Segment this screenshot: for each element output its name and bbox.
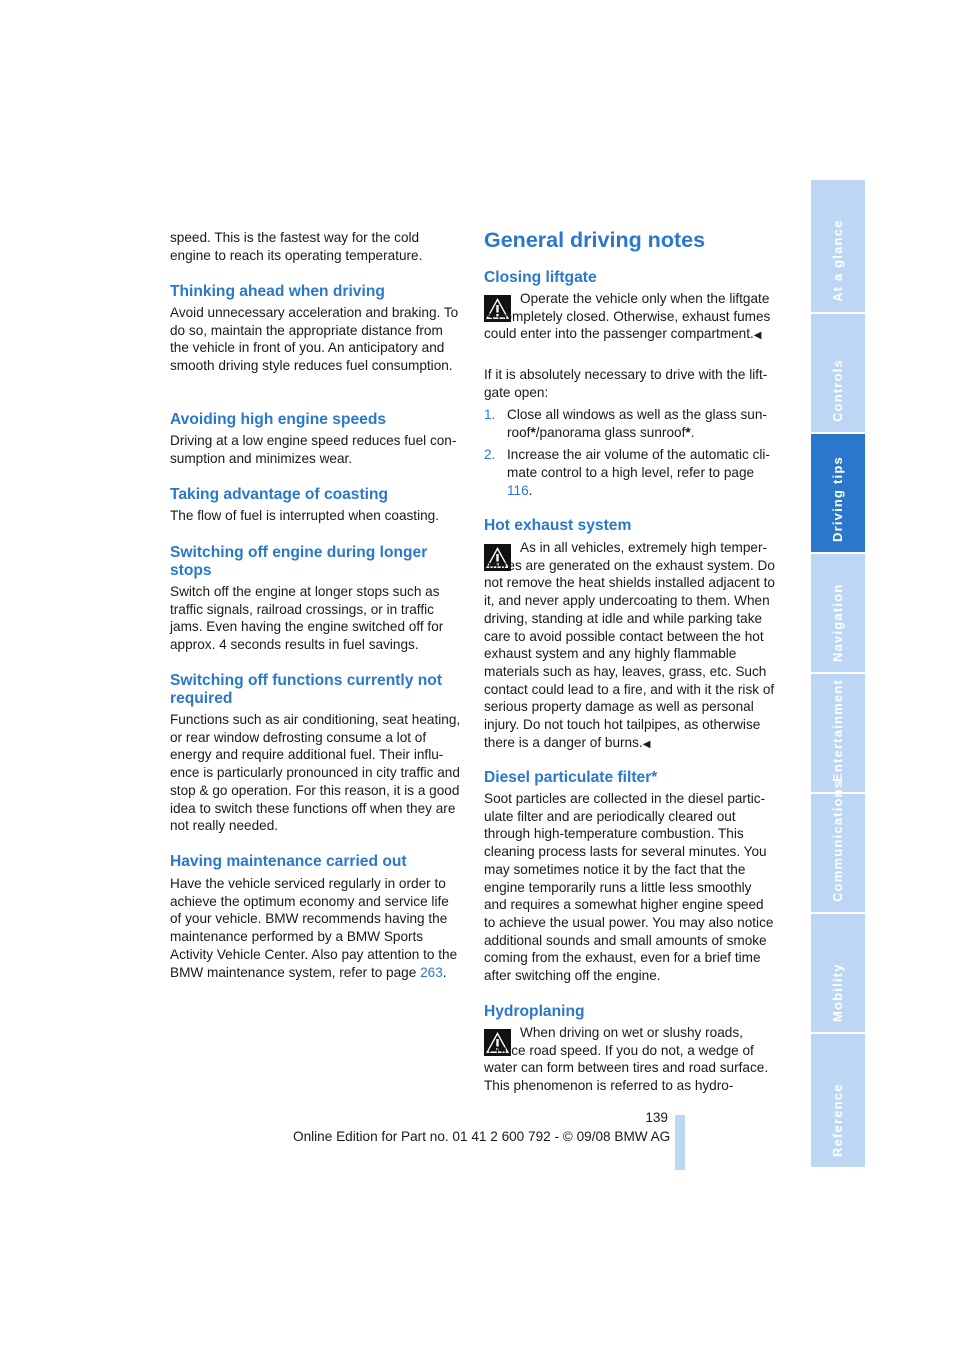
tab-at-a-glance[interactable] [811, 180, 865, 312]
section-text-diesel-filter: Soot particles are collected in the diesel particulate filter and are periodically cleared out through high-temperature combustion. This cleaning process lasts for several minutes. You may sometimes notice it by the fact that the engine temporarily runs a little less smoothly and requires a somewhat higher engine speed to achieve the usual power. You may also notice additional sounds and small amounts of smoke coming from the exhaust, even for a brief time after switching off the engine. [484, 791, 774, 984]
section-text-functions-off: Functions such as air conditioning, seat heating, or rear window defrosting consume a lot of energy and require additional fuel. Their influence is particularly pronounced in city traffic and stop & go operation. For this reason, it is a good idea to switch these functions off when they are not really needed. [170, 712, 461, 834]
tab-entertainment[interactable] [811, 674, 865, 792]
end-mark-icon: ◀ [753, 330, 762, 342]
step-text: Increase the air volume of the automatic climate control to a high level, refer to page [507, 447, 770, 481]
maintenance-text: Have the vehicle serviced regularly in order to achieve the optimum economy and service life of your vehicle. BMW recommends having the maintenance performed by a BMW Sports Activity Vehicle Center. Also pay attention to the BMW maintenance system, refer to page [170, 876, 458, 980]
section-heading-coasting: Taking advantage of coasting [170, 486, 389, 503]
warning-hydroplaning: When driving on wet or slushy roads, reduce road speed. If you do not, a wedge of water can form between tires and road surface. This phenomenon is referred to as hydro- [484, 1025, 769, 1094]
page-marker-bar [675, 1115, 685, 1170]
section-heading-engine-speeds: Avoiding high engine speeds [170, 411, 387, 428]
tab-reference[interactable] [811, 1034, 865, 1167]
option-star: * [685, 424, 691, 440]
step-number: 2. [484, 447, 496, 463]
tab-label: Controls [830, 358, 845, 422]
page-title: General driving notes [484, 228, 706, 252]
step-text: . [690, 424, 695, 440]
warning-hot-exhaust-text: As in all vehicles, extremely high temperatures are generated on the exhaust system. Do not remove the heat shields installed adjacent to it, and never apply undercoating to them. When driving, standing at idle and while parking take care to avoid possible contact between the hot exhaust system and any highly flammable materials such as hay, leaves, grass, etc. Such contact could lead to a fire, and with it the risk of serious property damage as well as personal injury. Do not touch hot tailpipes, as otherwise there is a danger of burns. [484, 540, 775, 750]
tab-label: At a glance [830, 219, 845, 302]
tab-label: Entertainment [830, 678, 845, 782]
section-text-engine-off: Switch off the engine at longer stops such as traffic signals, railroad crossings, or in traffic jams. Even having the engine switched off for approx. 4 seconds results in fuel savings. [170, 584, 444, 653]
liftgate-steps [484, 406, 776, 500]
liftgate-intro: If it is absolutely necessary to drive with the liftgate open: [484, 367, 768, 400]
tab-label: Mobility [830, 963, 845, 1022]
end-mark-icon: ◀ [642, 738, 651, 750]
tab-mobility[interactable] [811, 914, 865, 1032]
page-link-116[interactable]: 116 [507, 482, 529, 498]
warning-hot-exhaust [484, 539, 776, 753]
chapter-tabs [811, 180, 865, 1167]
section-heading-engine-off: Switching off engine during longer stops [170, 544, 428, 579]
section-heading-functions-off: Switching off functions currently not required [170, 672, 443, 707]
step-text: /panorama glass sunroof [535, 424, 686, 440]
section-heading-closing-liftgate: Closing liftgate [484, 269, 597, 286]
tab-navigation[interactable] [811, 554, 865, 672]
section-heading-diesel-filter: Diesel particulate filter* [484, 769, 658, 786]
tab-label: Communications [830, 779, 845, 902]
page-link-263[interactable]: 263 [420, 964, 443, 980]
step-number: 1. [484, 407, 496, 422]
option-star: * [530, 424, 536, 440]
section-text-maintenance: Have the vehicle serviced regularly in order to achieve the optimum economy and service life of your vehicle. BMW recommends having the maintenance performed by a BMW Sports Activity Vehicle Center. Also pay attention to the BMW maintenance system, refer to page 263. [170, 876, 458, 980]
section-text-coasting: The flow of fuel is interrupted when coasting. [170, 508, 440, 523]
tab-communications[interactable] [811, 779, 865, 912]
section-heading-hydroplaning: Hydroplaning [484, 1003, 585, 1020]
list-item: 2. Increase the air volume of the automatic climate control to a high level, refer to page 116. [484, 447, 770, 498]
section-heading-hot-exhaust: Hot exhaust system [484, 517, 632, 534]
section-heading-maintenance: Having maintenance carried out [170, 853, 407, 870]
edition-footer: Online Edition for Part no. 01 41 2 600 792 - © 09/08 BMW AG [293, 1129, 671, 1144]
tab-label: Reference [830, 1083, 845, 1157]
tab-label: Driving tips [830, 456, 845, 542]
section-text-engine-speeds: Driving at a low engine speed reduces fuel consumption and minimizes wear. [170, 433, 457, 466]
page-number: 139 [645, 1110, 668, 1125]
intro-paragraph: speed. This is the fastest way for the cold engine to reach its operating temperature. [170, 230, 423, 263]
warning-closing-text: Operate the vehicle only when the liftgate is completely closed. Otherwise, exhaust fumes could enter into the passenger compartment. [484, 291, 771, 342]
tab-label: Navigation [830, 583, 845, 662]
warning-closing-liftgate [484, 290, 776, 345]
tab-controls[interactable] [811, 314, 865, 432]
list-item [484, 406, 776, 441]
tab-driving-tips[interactable] [811, 434, 865, 552]
section-text-thinking-ahead: Avoid unnecessary acceleration and braking. To do so, maintain the appropriate distance from the vehicle in front of you. An anticipatory and smooth driving style reduces fuel consumption. [170, 305, 459, 374]
step-text: Close all windows as well as the glass sunroof [507, 407, 767, 440]
section-heading-thinking-ahead: Thinking ahead when driving [170, 283, 385, 300]
